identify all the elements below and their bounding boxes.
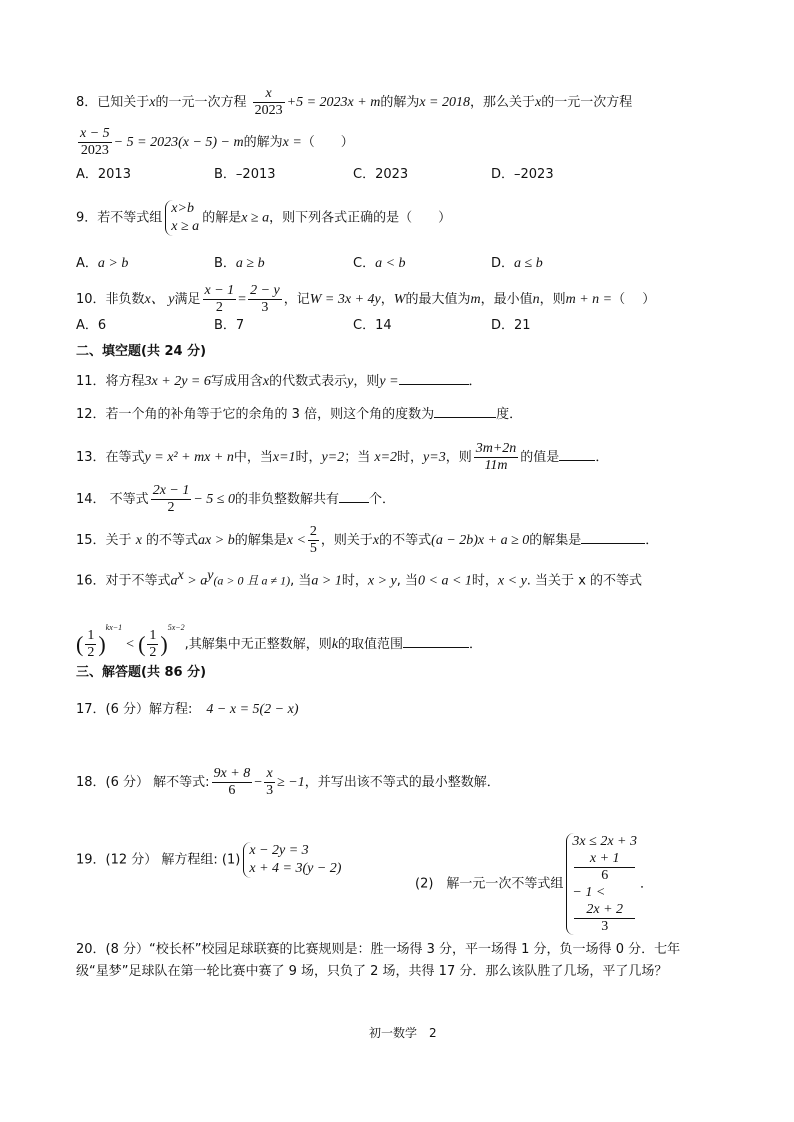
q8-text: 的一元一次方程	[541, 95, 633, 110]
q8-option-d: D．–2023	[491, 167, 554, 182]
q13-cond: y=3	[423, 450, 446, 465]
q16-base: > a	[183, 573, 208, 589]
q13-line	[76, 441, 608, 474]
q10-option-c: C．14	[353, 318, 392, 333]
q11-var: y	[347, 374, 354, 389]
q15-text: 的不等式	[379, 533, 432, 548]
q13-text: 时，	[397, 450, 424, 465]
q18-text: ，并写出该不等式的最小整数解．	[304, 775, 500, 790]
q11-text: ，则	[353, 374, 380, 389]
q15-text: ，则关于	[320, 533, 373, 548]
q16-exponent: x	[177, 568, 184, 583]
q15-text: 15．关于	[76, 533, 136, 548]
q18-inequality: ≥ −1	[277, 775, 305, 790]
q12-text: 度．	[496, 407, 523, 422]
q18-line	[76, 766, 500, 799]
q8-fraction-2: $\frac{x - 5}{2023}$	[80, 126, 110, 158]
q16-base: a	[170, 573, 178, 589]
q14-inequality: − 5 ≤ 0	[193, 492, 235, 507]
q14-answer-blank[interactable]	[339, 490, 369, 503]
q18-fraction-1: $\frac{9x + 8}{6}$	[213, 766, 251, 798]
q9-text: ，则下列各式正确的是（ ）	[269, 210, 452, 226]
q12-answer-blank[interactable]	[434, 405, 496, 418]
q15-inequality: ax > b	[198, 533, 235, 548]
q16-cond: 0 < a < 1	[418, 573, 472, 589]
q16-condition: (a > 0 且 a ≠ 1)	[213, 573, 291, 588]
q10-text: ，	[380, 292, 394, 307]
q16-exponent-1: kx−1	[105, 623, 123, 632]
q14-line	[76, 483, 395, 516]
q16-text: , 当	[290, 573, 312, 589]
q19-text: 19．(12 分） 解方程组: (1)	[76, 852, 241, 868]
q13-text: 13．在等式	[76, 450, 145, 465]
q16-var-k: k	[331, 637, 339, 652]
q16-paren: (	[138, 631, 146, 657]
q15-fraction: $\frac{2}{5}$	[309, 524, 317, 556]
q13-fraction: $\frac{3m+2n}{11m}$	[475, 441, 517, 473]
q10-option-d: D．21	[491, 318, 531, 333]
q11-var: x	[262, 374, 270, 389]
q16-answer-blank[interactable]	[403, 635, 469, 648]
q18-text: 18．(6 分） 解不等式:	[76, 775, 210, 790]
q19-line	[76, 842, 344, 878]
q19-fraction-2: 2x + 2 3	[574, 902, 635, 935]
q16-half-2: $\frac{1}{2}$	[149, 628, 157, 660]
q8-line2	[76, 126, 354, 159]
q16-text: . 当关于 x 的不等式	[526, 573, 643, 589]
q13-cond: y=2	[321, 450, 345, 465]
q18-minus: −	[254, 775, 263, 790]
q10-paren: （ ）	[612, 292, 656, 307]
q13-text: ，则	[445, 450, 472, 465]
q10-option-b: B．7	[214, 318, 245, 333]
q17-text: 17．(6 分）解方程:	[76, 702, 193, 717]
q9-text: 的解是	[202, 210, 242, 226]
q13-text: 的值是	[520, 450, 560, 465]
q16-line1	[76, 567, 642, 590]
q14-text: 的非负整数解共有	[235, 492, 340, 507]
q8-option-c: C．2023	[353, 167, 409, 182]
q10-expression: W = 3x + 4y	[309, 292, 381, 307]
q13-text: 中，当	[233, 450, 273, 465]
q10-fraction-2: $\frac{2 - y}{3}$	[250, 283, 280, 315]
q8-text: 的解为	[380, 95, 420, 110]
q8-text: ，那么关于	[470, 95, 536, 110]
q10-var-m: m	[470, 292, 481, 307]
q15-inequality-2: (a − 2b)x + a ≥ 0	[431, 533, 530, 548]
q10-text: ，则	[539, 292, 566, 307]
q14-text: 个．	[369, 492, 396, 507]
q16-cond: x < y	[497, 573, 527, 589]
q8-paren: （ ）	[301, 135, 354, 150]
q11-line	[76, 372, 482, 391]
q15-solution: x <	[286, 533, 306, 548]
q9-option-b: B．a ≥ b	[214, 256, 265, 271]
q11-equation: 3x + 2y = 6	[144, 374, 211, 389]
q10-text: 10．非负数	[76, 292, 145, 307]
q15-period: ．	[645, 533, 659, 548]
q10-var-n: n	[532, 292, 540, 307]
q13-period: ．	[595, 450, 609, 465]
q14-text: 14． 不等式	[76, 492, 149, 507]
q19-part2	[415, 833, 653, 935]
q8-solution: x = 2018	[419, 95, 471, 110]
q16-cond: a > 1	[311, 573, 342, 589]
q9-text: 9．若不等式组	[76, 210, 163, 226]
q15-text: 的解集是	[529, 533, 582, 548]
q8-fraction-1: $\frac{x}{2023}$	[254, 86, 283, 118]
q8-var: x	[149, 95, 156, 110]
q10-sum: m + n =	[565, 292, 613, 307]
q10-option-a: A．6	[76, 318, 107, 333]
q10-line	[76, 283, 655, 316]
q13-text: ；当	[344, 450, 375, 465]
q16-period: ．	[469, 637, 483, 652]
q11-period: ．	[468, 374, 482, 389]
section-fill-in-heading: 二、填空题(共 24 分)	[76, 344, 207, 359]
q9-option-a: A．a > b	[76, 256, 129, 271]
q13-cond: x=2	[374, 450, 398, 465]
q19-system-1: x − 2y = 3 x + 4 = 3(y − 2)	[243, 842, 341, 878]
q8-answer-prompt: x =	[282, 135, 302, 150]
q9-line	[76, 200, 451, 236]
q15-text: 的解集是	[234, 533, 287, 548]
q8-text: 的一元一次方程	[155, 95, 247, 110]
q13-cond: x=1	[272, 450, 296, 465]
q16-text: 16．对于不等式	[76, 573, 171, 589]
q15-var: x	[135, 533, 142, 548]
q8-text: 的解为	[243, 135, 283, 150]
q10-var-w: W	[393, 292, 406, 307]
q8-text: 8．已知关于	[76, 95, 150, 110]
q15-answer-blank[interactable]	[581, 531, 645, 544]
q11-answer-blank[interactable]	[399, 372, 469, 385]
q8-equation-2: − 5 = 2023(x − 5) − m	[113, 135, 244, 150]
q14-fraction: $\frac{2x - 1}{2}$	[152, 483, 190, 515]
q12-line	[76, 405, 522, 424]
q12-text: 12．若一个角的补角等于它的余角的 3 倍，则这个角的度数为	[76, 407, 435, 422]
q11-text: 写成用含	[210, 374, 263, 389]
q16-paren: )	[160, 631, 168, 657]
q9-solution: x ≥ a	[241, 210, 270, 226]
q11-expr: y =	[379, 374, 399, 389]
q8-var: x	[535, 95, 542, 110]
q16-exponent-2: 5x−2	[167, 623, 185, 632]
q10-text: 满足	[174, 292, 201, 307]
q8-equation-1: +5 = 2023x + m	[286, 95, 381, 110]
q16-paren: (	[76, 631, 84, 657]
q10-text: ，最小值	[480, 292, 533, 307]
q11-text: 11．将方程	[76, 374, 145, 389]
q16-cond: x > y	[367, 573, 397, 589]
section-solve-heading: 三、解答题(共 86 分)	[76, 665, 207, 680]
q17-equation: 4 − x = 5(2 − x)	[206, 702, 299, 717]
q10-vars: x、 y	[144, 292, 175, 307]
q20-line2: 级“星梦”足球队在第一轮比赛中赛了 9 场，只负了 2 场，共得 17 分．那么该队胜了几场，平了几场？	[76, 964, 668, 979]
q16-text: ,其解集中无正整数解，则	[184, 637, 332, 652]
q16-half-1: $\frac{1}{2}$	[87, 628, 95, 660]
q9-system: x>b x ≥ a	[165, 200, 199, 236]
q15-var: x	[372, 533, 380, 548]
q16-line2	[76, 610, 482, 663]
q18-fraction-2: $\frac{x}{3}$	[266, 766, 274, 798]
q16-text: 的取值范围	[338, 637, 404, 652]
q8-option-a: A．2013	[76, 167, 131, 182]
q19-period: ．	[639, 876, 653, 892]
q8-option-b: B．–2013	[214, 167, 276, 182]
q13-answer-blank[interactable]	[559, 448, 595, 461]
q10-text: 的最大值为	[405, 292, 471, 307]
q19-text: (2) 解一元一次不等式组	[415, 876, 564, 892]
q17-line	[76, 701, 299, 719]
q15-line	[76, 524, 658, 557]
q9-option-d: D．a ≤ b	[491, 256, 543, 271]
q16-text: 时，	[341, 573, 368, 589]
q10-fraction-1: $\frac{x - 1}{2}$	[204, 283, 235, 315]
q10-text: ，记	[283, 292, 310, 307]
q8-line1	[76, 86, 632, 119]
q19-fraction-1: x + 1 6	[574, 851, 635, 884]
q13-text: 时，	[295, 450, 322, 465]
q16-text: , 当	[396, 573, 418, 589]
q9-option-c: C．a < b	[353, 256, 406, 271]
q16-text: 时，	[471, 573, 498, 589]
q10-equals: =	[238, 292, 247, 307]
q15-text: 的不等式	[141, 533, 199, 548]
q11-text: 的代数式表示	[269, 374, 348, 389]
q16-less-than: <	[126, 637, 135, 652]
q19-system-2: 3x ≤ 2x + 3 x + 1 6 − 1 < 2x + 2 3	[566, 833, 637, 935]
q16-paren: )	[98, 631, 106, 657]
page-footer: 初一数学 2	[369, 1026, 437, 1040]
q20-line1: 20．(8 分）“校长杯”校园足球联赛的比赛规则是：胜一场得 3 分，平一场得 1 分，负一场得 0 分．七年	[76, 942, 681, 957]
q13-equation: y = x² + mx + n	[144, 450, 234, 465]
q16-exponent: y	[207, 568, 214, 583]
